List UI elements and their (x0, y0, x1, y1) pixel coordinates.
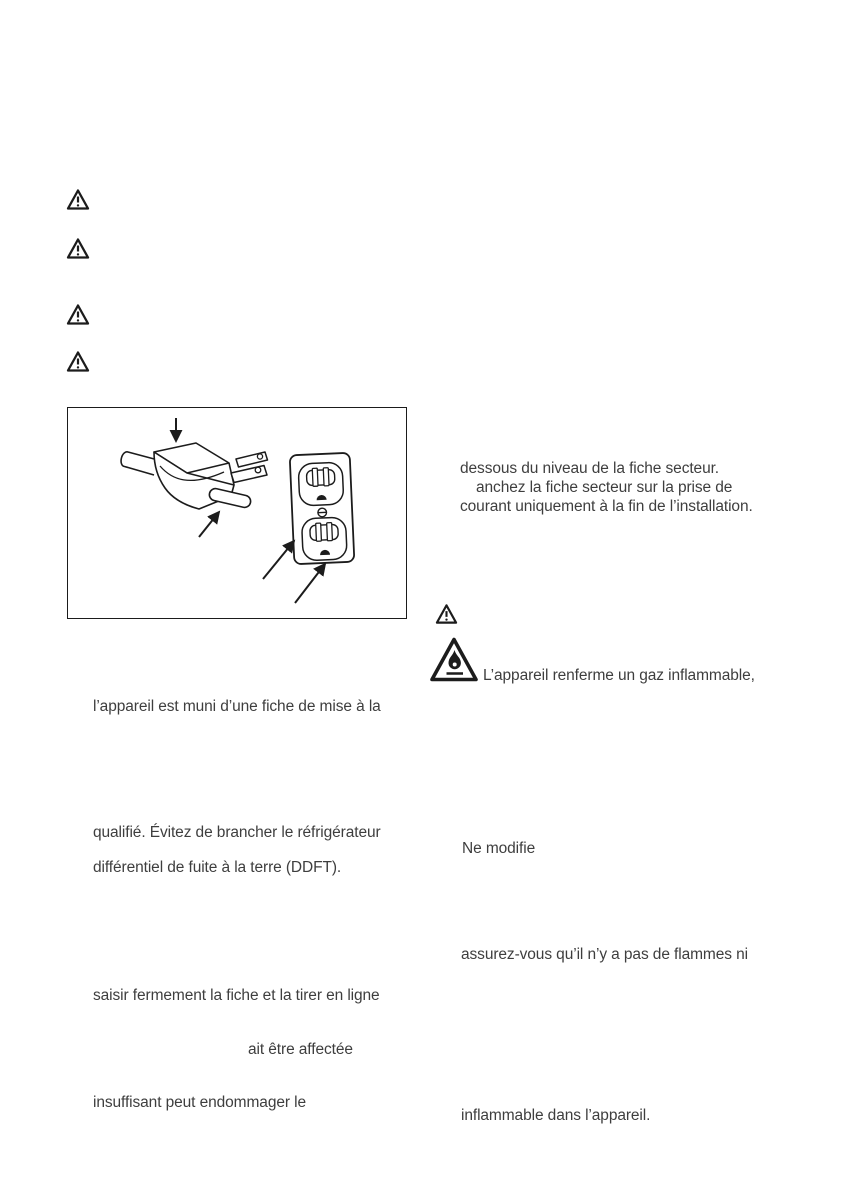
flammable-gas-triangle-icon (429, 636, 479, 683)
warning-triangle-icon (66, 303, 90, 326)
plug-note-line: courant uniquement à la fin de l’installation. (460, 498, 753, 515)
body-text-line: qualifié. Évitez de brancher le réfrigérateur (93, 824, 381, 841)
pointer-arrow-icon (199, 512, 219, 537)
body-text-line: insuffisant peut endommager le (93, 1094, 306, 1111)
pointer-arrow-icon (263, 541, 294, 579)
body-text-line: inflammable dans l’appareil. (461, 1107, 651, 1124)
grounded-plug-illustration (68, 408, 405, 617)
body-text-line: ait être affectée (248, 1041, 353, 1058)
body-text-line: différentiel de fuite à la terre (DDFT). (93, 859, 342, 876)
body-text-line: assurez-vous qu’il n’y a pas de flammes ni (461, 946, 748, 963)
power-cord (121, 452, 158, 475)
power-plug-figure (67, 407, 407, 619)
body-text-line: saisir fermement la fiche et la tirer en ligne (93, 987, 380, 1004)
pointer-arrow-icon (295, 564, 325, 603)
body-text-line: l’appareil est muni d’une fiche de mise à la (93, 698, 381, 715)
plug-note (460, 459, 753, 516)
warning-triangle-icon (435, 603, 458, 625)
plug-note-line: dessous du niveau de la fiche secteur. (460, 460, 720, 477)
body-text-line: Ne modifie (462, 840, 536, 857)
plug-note-line: anchez la fiche secteur sur la prise de (476, 479, 733, 496)
duplex-outlet-illustration (290, 453, 355, 565)
warning-triangle-icon (66, 188, 90, 211)
warning-triangle-icon (66, 350, 90, 373)
flammable-note: L’appareil renferme un gaz inflammable, (483, 667, 755, 684)
warning-triangle-icon (66, 237, 90, 260)
